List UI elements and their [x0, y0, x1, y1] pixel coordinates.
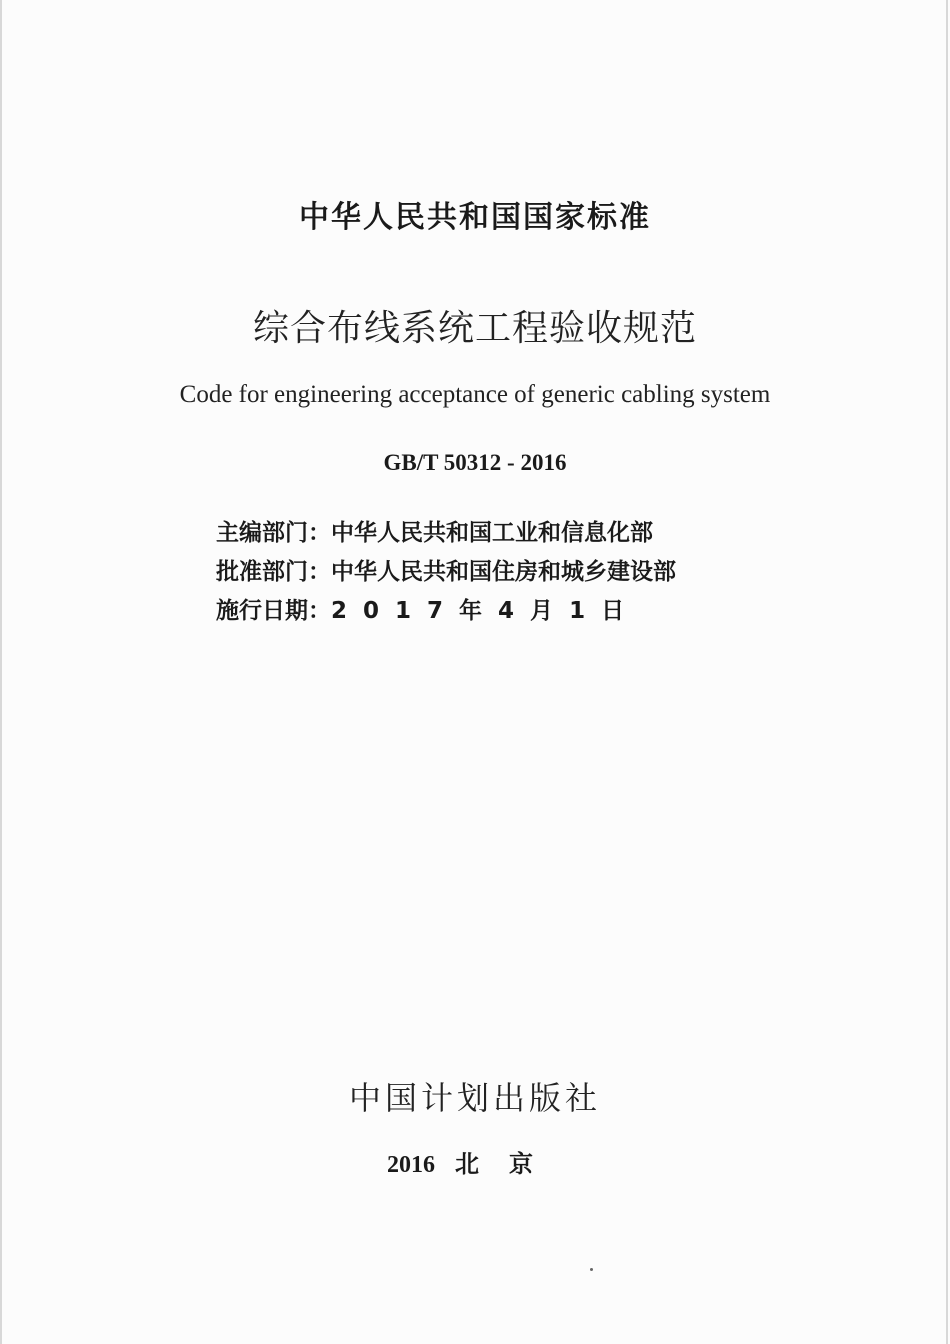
- approver-label: 批准部门：: [216, 559, 331, 585]
- publication-city: 北京: [455, 1150, 563, 1178]
- standard-code: GB/T 50312 - 2016: [383, 450, 567, 475]
- date-row: [216, 592, 676, 631]
- publisher-name: 中国计划出版社: [348, 1079, 601, 1117]
- approver-value: 中华人民共和国住房和城乡建设部: [331, 559, 676, 585]
- publication-year: 2016: [387, 1152, 435, 1178]
- editor-value: 中华人民共和国工业和信息化部: [331, 520, 653, 546]
- title-chinese: 综合布线系统工程验收规范: [252, 308, 697, 349]
- publication-line: [0, 1144, 950, 1179]
- meta-block: [216, 514, 676, 631]
- editor-row: [216, 514, 676, 553]
- date-value: 2 0 1 7 年 4 月 1 日: [331, 598, 629, 624]
- approver-row: [216, 553, 676, 592]
- editor-label: 主编部门：: [216, 520, 331, 546]
- standard-header: 中华人民共和国国家标准: [299, 200, 651, 235]
- title-english: Code for engineering acceptance of generic cabling system: [179, 381, 771, 408]
- date-label: 施行日期：: [216, 598, 331, 624]
- speck-mark: [590, 1268, 593, 1271]
